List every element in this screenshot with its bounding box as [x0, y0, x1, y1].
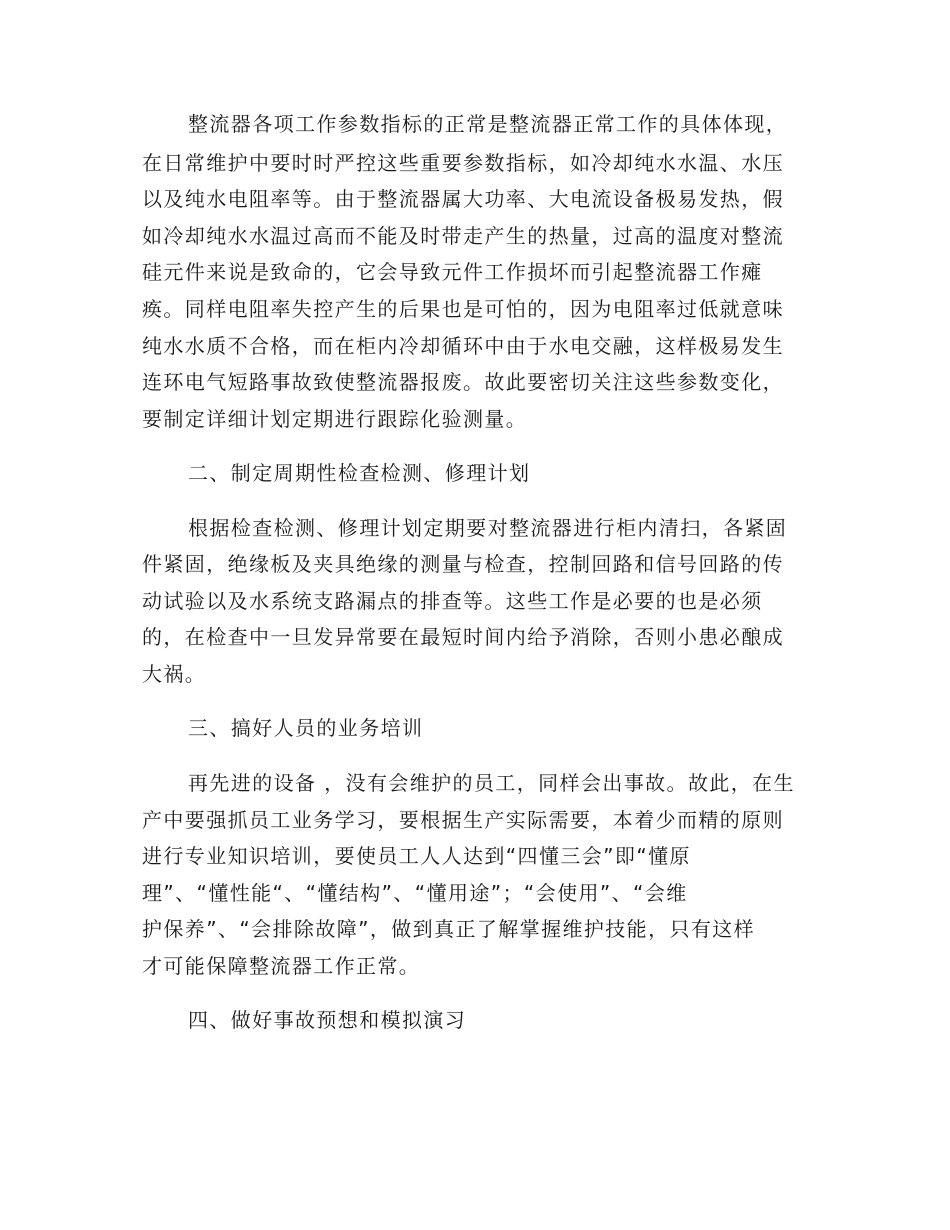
paragraph-1-line-1: 整流器各项工作参数指标的正常是整流器正常工作的具体体现， — [188, 112, 788, 136]
section-heading-4: 四、做好事故预想和模拟演习 — [188, 1008, 467, 1032]
paragraph-3-line-3: 进行专业知识培训，要使员工人人达到“四懂三会”即“懂原 — [142, 844, 691, 868]
paragraph-1-line-2: 在日常维护中要时时严控这些重要参数指标，如冷却纯水水温、水压 — [142, 151, 784, 175]
paragraph-2-line-1: 根据检查检测、修理计划定期要对整流器进行柜内清扫，各紧固 — [188, 516, 788, 540]
paragraph-1-line-3: 以及纯水电阻率等。由于整流器属大功率、大电流设备极易发热，假 — [142, 187, 784, 211]
paragraph-1-line-6: 痪。同样电阻率失控产生的后果也是可怕的，因为电阻率过低就意味 — [142, 297, 784, 321]
paragraph-2-line-3: 动试验以及水系统支路漏点的排查等。这些工作是必要的也是必须 — [142, 589, 763, 613]
paragraph-3-line-6: 才可能保障整流器工作正常。 — [142, 954, 421, 978]
paragraph-2-line-4: 的，在检查中一旦发异常要在最短时间内给予消除，否则小患必酿成 — [142, 625, 784, 649]
paragraph-3-line-5: 护保养”、“会排除故障”，做到真正了解掌握维护技能，只有这样 — [142, 917, 756, 941]
paragraph-3-line-4: 理”、“懂性能“、“懂结构”、“懂用途”；“会使用”、“会维 — [142, 881, 688, 905]
paragraph-1-line-4: 如冷却纯水水温过高而不能及时带走产生的热量，过高的温度对整流 — [142, 224, 784, 248]
paragraph-3-line-1: 再先进的设备 ，没有会维护的员工，同样会出事故。故此，在生 — [188, 771, 795, 795]
paragraph-2-line-2: 件紧固，绝缘板及夹具绝缘的测量与检查，控制回路和信号回路的传 — [142, 552, 784, 576]
paragraph-3-line-2: 产中要强抓员工业务学习，要根据生产实际需要，本着少而精的原则 — [142, 808, 784, 832]
section-heading-3: 三、搞好人员的业务培训 — [188, 716, 424, 740]
paragraph-1-line-8: 连环电气短路事故致使整流器报废。故此要密切关注这些参数变化， — [142, 370, 784, 394]
paragraph-2-line-5: 大祸。 — [142, 662, 207, 686]
paragraph-1-line-7: 纯水水质不合格，而在柜内冷却循环中由于水电交融，这样极易发生 — [142, 334, 784, 358]
section-heading-2: 二、制定周期性检查检测、修理计划 — [188, 461, 531, 485]
paragraph-1-line-9: 要制定详细计划定期进行跟踪化验测量。 — [142, 407, 528, 431]
paragraph-1-line-5: 硅元件来说是致命的，它会导致元件工作损坏而引起整流器工作瘫 — [142, 260, 763, 284]
